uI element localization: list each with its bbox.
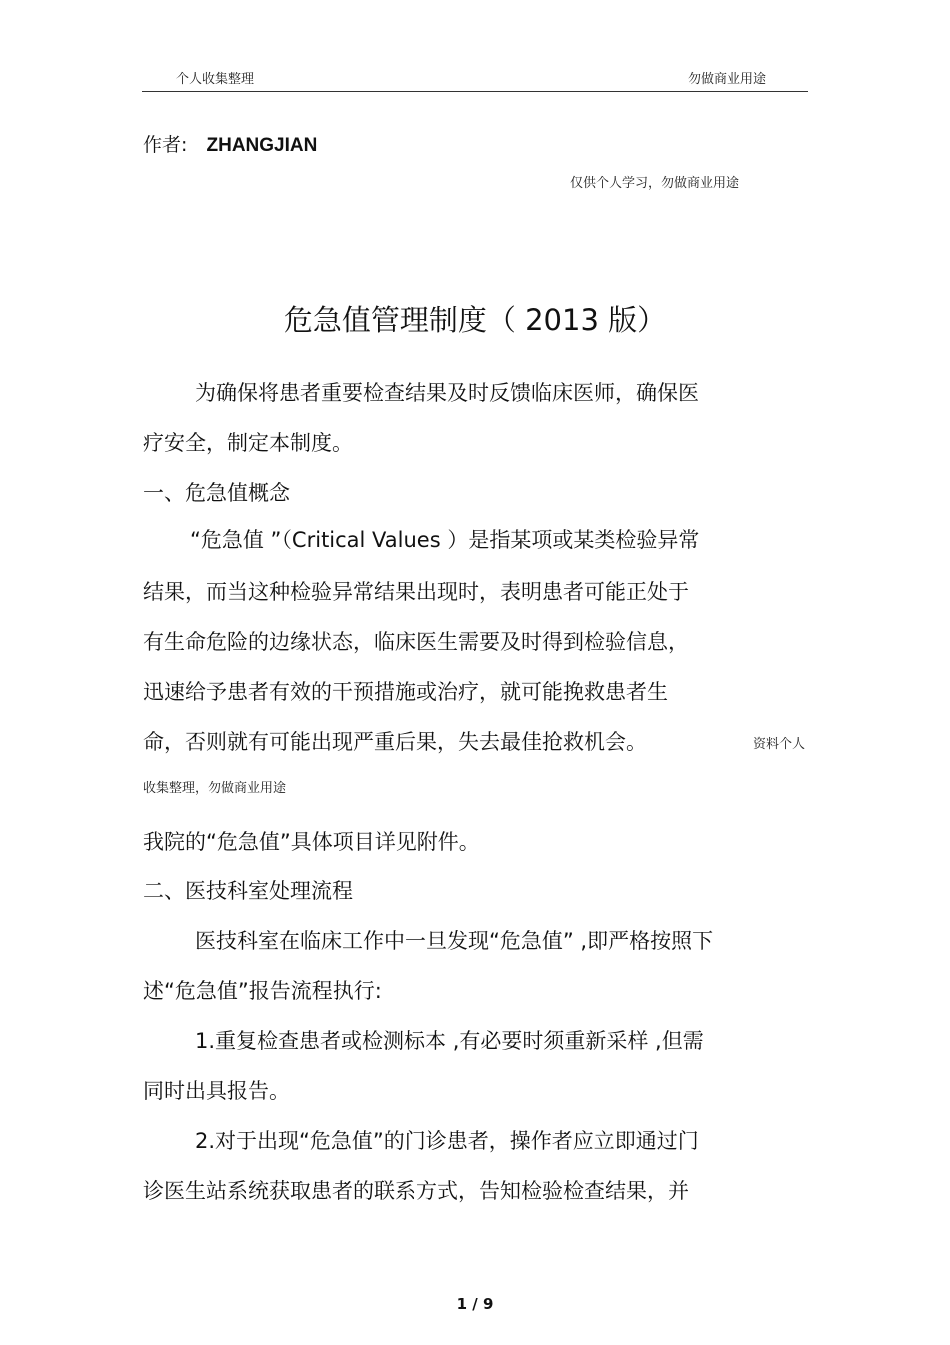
- intro-line-2: 疗安全，制定本制度。: [143, 431, 353, 455]
- usage-notice: 仅供个人学习，勿做商业用途: [570, 176, 740, 191]
- definition-line-1: “危急值 ”（Critical Values ）是指某项或某类检验异常: [190, 528, 700, 552]
- definition-line-3: 有生命危险的边缘状态，临床医生需要及时得到检验信息，: [143, 630, 689, 654]
- header-divider: [142, 91, 808, 92]
- watermark-text-b: 收集整理，勿做商业用途: [143, 781, 287, 796]
- author-line: [143, 130, 317, 157]
- watermark-text-a: 资料个人: [753, 737, 806, 752]
- procedure-line-2: 述“危急值”报告流程执行:: [143, 979, 382, 1003]
- intro-line-1: 为确保将患者重要检查结果及时反馈临床医师，确保医: [195, 381, 699, 405]
- procedure-line-1: 医技科室在临床工作中一旦发现“危急值” ,即严格按照下: [195, 929, 714, 953]
- definition-line-2: 结果，而当这种检验异常结果出现时，表明患者可能正处于: [143, 580, 689, 604]
- header-left-text: 个人收集整理: [176, 72, 255, 87]
- section-heading-2: 二、医技科室处理流程: [143, 879, 353, 903]
- header-right-text: 勿做商业用途: [688, 72, 767, 87]
- document-title: 危急值管理制度（ 2013 版）: [283, 303, 667, 337]
- appendix-line: 我院的“危急值”具体项目详见附件。: [143, 830, 480, 854]
- step-1-line-1: 1.重复检查患者或检测标本 ,有必要时须重新采样 ,但需: [195, 1029, 704, 1053]
- step-1-line-2: 同时出具报告。: [143, 1079, 290, 1103]
- author-label: 作者:: [143, 134, 188, 156]
- definition-line-4: 迅速给予患者有效的干预措施或治疗，就可能挽救患者生: [143, 680, 668, 704]
- definition-line-5: 命，否则就有可能出现严重后果，失去最佳抢救机会。: [143, 730, 647, 754]
- step-2-line-2: 诊医生站系统获取患者的联系方式，告知检验检查结果，并: [143, 1179, 689, 1203]
- section-heading-1: 一、危急值概念: [143, 481, 290, 505]
- page-number: 1 / 9: [456, 1295, 494, 1313]
- author-name: ZHANGJIAN: [206, 135, 318, 156]
- step-2-line-1: 2.对于出现“危急值”的门诊患者，操作者应立即通过门: [195, 1129, 699, 1153]
